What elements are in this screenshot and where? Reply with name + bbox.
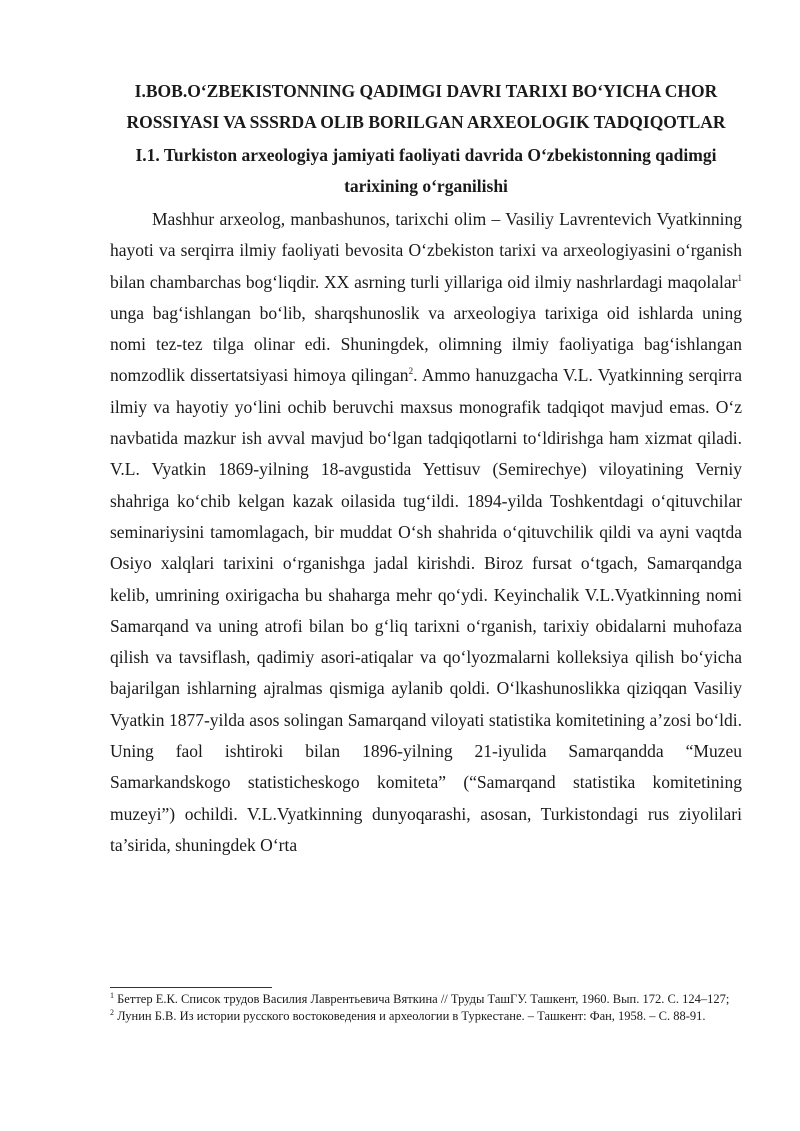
- footnote-ref-2[interactable]: 2: [408, 366, 414, 377]
- paragraph-part-3: . Ammo hanuzgacha V.L. Vyatkinning serqirra ilmiy va hayotiy yo‘lini ochib beruvchi maxsus monografik tadqiqot mavjud emas. O‘z navbatida mazkur ish avval mavjud bo‘lgan tadqiqotlarni to‘ldirishga ham xizmat qiladi. V.L. Vyatkin 1869-yilning 18-avgustida Yettisuv (Semirechye) viloyatining Verniy shahriga ko‘chib kelgan kazak oilasida tug‘ildi. 1894-yilda Toshkentdagi o‘qituvchilar seminariysini tamomlagach, bir muddat O‘sh shahrida o‘qituvchilik qildi va ayni vaqtda Osiyo xalqlari tarixini o‘rganishga jadal kirishdi. Biroz fursat o‘tgach, Samarqandga kelib, umrining oxirigacha bu shaharga mehr qo‘ydi. Keyinchalik V.L.Vyatkinning nomi Samarqand va uning atrofi bilan bo g‘liq tarixni o‘rganish, tarixiy obidalarni muhofaza qilish va tavsiflash, qadimiy asori-atiqalar va qo‘lyozmalarni kolleksiya qilish bo‘yicha bajarilgan ishlarning ajralmas qismiga aylanib qoldi. O‘lkashunoslikka qiziqqan Vasiliy Vyatkin 1877-yilda asos solingan Samarqand viloyati statistika komitetining a’zosi bo‘ldi. Uning faol ishtiroki bilan 1896-yilning 21-iyulida Samarqandda “Muzeu Samarkandskogo statisticheskogo komiteta” (“Samarqand statistika komitetining muzeyi”) ochildi. V.L.Vyatkinning dunyoqarashi, asosan, Turkistondagi rus ziyolilari ta’sirida, shuningdek O‘rta: [110, 365, 742, 855]
- section-title: I.1. Turkiston arxeologiya jamiyati faoliyati davrida O‘zbekistonning qadimgi tarixining o‘rganilishi: [135, 145, 717, 196]
- footnotes: [110, 992, 742, 1025]
- footnote-mark-2: 2: [110, 1007, 114, 1017]
- body-paragraph: [110, 204, 742, 861]
- chapter-title: I.BOB.O‘ZBEKISTONNING QADIMGI DAVRI TARIXI BO‘YICHA CHOR ROSSIYASI VA SSSRDA OLIB BORILGAN ARXEOLOGIK TADQIQOTLAR: [126, 81, 726, 132]
- footnote-1: [110, 992, 742, 1008]
- footnote-text-2: Лунин Б.В. Из истории русского востоковедения и археологии в Туркестане. – Ташкент: Фан, 1958. – С. 88-91.: [114, 1008, 706, 1023]
- paragraph-part-1: Mashhur arxeolog, manbashunos, tarixchi olim – Vasiliy Lavrentevich Vyatkinning hayoti va serqirra ilmiy faoliyati bevosita O‘zbekiston tarixi va arxeologiyasini o‘rganish bilan chambarchas bog‘liqdir. XX asrning turli yillariga oid ilmiy nashrlardagi maqolalar: [110, 209, 742, 292]
- paragraph-part-2: unga bag‘ishlangan bo‘lib, sharqshunoslik va arxeologiya tarixiga oid ishlarda uning nomi tez-tez tilga olinar edi. Shuningdek, olimning ilmiy faoliyatiga bag‘ishlangan nomzodlik dissertatsiyasi himoya qilingan: [110, 302, 742, 386]
- footnote-ref-1[interactable]: 1: [737, 272, 742, 283]
- footnote-separator: [110, 987, 272, 988]
- footnote-text-1: Беттер Е.К. Список трудов Василия Лаврентьевича Вяткина // Труды ТашГУ. Ташкент, 1960. Вып. 172. С. 124–127;: [114, 992, 730, 1006]
- page-content: [110, 76, 742, 861]
- footnote-mark-1: 1: [110, 990, 114, 1000]
- footnote-2: [110, 1009, 742, 1025]
